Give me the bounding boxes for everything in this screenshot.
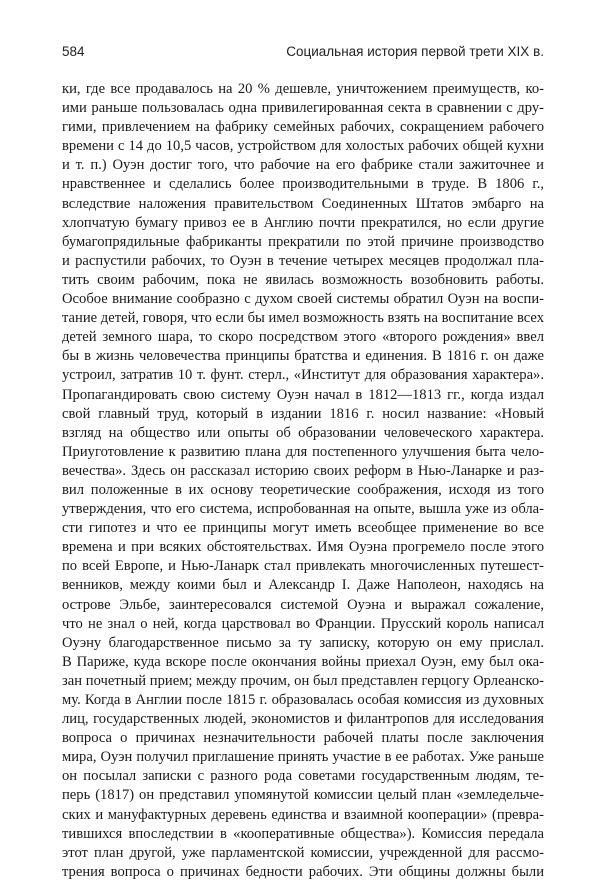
text-line: тить своим рабочим, пока не явилась возможность возобновить работы.	[62, 271, 544, 288]
text-line: сти гипотез и что ее принципы могут иметь всеобщее применение во все	[62, 520, 544, 537]
text-line: нравственнее и сделались более производительными в труде. В 1806 г.,	[62, 176, 544, 193]
text-line: этот план другой, уже парламентской комиссии, учрежденной для рассмо-	[62, 844, 544, 861]
text-line: ки, где все продавалось на 20 % дешевле, уничтожением преимуществ, ко-	[62, 81, 544, 97]
text-line: Оуэну благодарственное письмо за ту записку, которую он ему прислал.	[62, 634, 544, 651]
text-line: устроил, затратив 10 т. фунт. стерл., «Институт для образования характера».	[62, 367, 544, 384]
text-line: зан почетный прием; между прочим, он был представлен герцогу Орлеанско-	[62, 672, 544, 689]
text-line: что не знал о ней, когда царствовал во Франции. Прусский король написал	[62, 615, 544, 632]
text-line: перь (1817) он представил упомянутой комиссии целый план «земледельче-	[62, 787, 544, 804]
text-line: мира, Оуэн получил приглашение принять участие в ее работах. Уже раньше	[62, 749, 544, 766]
body-text	[62, 80, 544, 882]
text-line: и т. п.) Оуэн достиг того, что рабочие на его фабрике стали зажиточнее и	[62, 157, 544, 174]
text-line: гими, привлечением на фабрику семейных рабочих, сокращением рабочего	[62, 119, 544, 136]
text-line: венников, между коими был и Александр I. Даже Наполеон, находясь на	[62, 577, 544, 594]
text-line: лиц, государственных людей, экономистов и филантропов для исследования	[62, 711, 544, 728]
text-line: Приуготовление к развитию плана для постепенного улучшения быта чело-	[62, 443, 544, 460]
text-line: Пропагандировать свою систему Оуэн начал в 1812—1813 гг., когда издал	[62, 386, 544, 403]
text-line: взгляд на общество или опыты об образовании человеческого характера.	[62, 424, 544, 441]
text-line: В Париже, куда вскоре после окончания войны приехал Оуэн, ему был ока-	[62, 653, 544, 670]
text-line: острове Эльбе, заинтересовался системой Оуэна и выражал сожаление,	[62, 596, 544, 613]
page-number: 584	[62, 44, 85, 59]
text-line: бумагопрядильные фабриканты прекратили по этой причине производство	[62, 233, 544, 250]
text-line: вечества». Здесь он рассказал историю своих реформ в Нью-Ланарке и раз-	[62, 462, 544, 479]
page-header	[62, 44, 544, 64]
text-line: бы в жизнь человечества принципы братства и единения. В 1816 г. он даже	[62, 348, 544, 365]
text-line: и распустили рабочих, то Оуэн в течение четырех месяцев продолжал пла-	[62, 252, 544, 269]
text-line: хлопчатую бумагу привоз ее в Англию почти прекратился, но если другие	[62, 214, 544, 231]
text-line: тившихся впоследствии в «кооперативные общества»). Комиссия передала	[62, 825, 544, 842]
text-line: вил положенные в их основу теоретические соображения, исходя из того	[62, 481, 544, 498]
text-line: му. Когда в Англии после 1815 г. образовалась особая комиссия из духовных	[62, 692, 544, 708]
text-line: ских и мануфактурных деревень единства и взаимной кооперации» (превра-	[62, 806, 544, 823]
text-line: он посылал записки с разного рода советами государственным людям, те-	[62, 768, 544, 785]
text-line: вопроса о причинах незначительности рабочей платы после заключения	[62, 730, 544, 747]
text-line: утверждения, что его система, испробованная на опыте, вышла уже из обла-	[62, 501, 544, 518]
text-line: времени с 14 до 10,5 часов, устройством для холостых рабочих общей кухни	[62, 138, 544, 155]
text-line: времена и при всяких обстоятельствах. Имя Оуэна прогремело после этого	[62, 539, 544, 556]
text-line: трения вопроса о причинах бедности рабочих. Эти общины должны были	[62, 863, 544, 880]
running-title: Социальная история первой трети XIX в.	[286, 44, 544, 59]
text-line: свой главный труд, который в издании 1816 г. носил название: «Новый	[62, 405, 544, 422]
text-line: Особое внимание сообразно с духом своей системы обратил Оуэн на воспи-	[62, 291, 544, 308]
text-line: ими раньше пользовалась одна привилегированная секта в сравнении с дру-	[62, 100, 544, 117]
text-line: по всей Европе, и Нью-Ланарк стал привлекать многочисленных путешест-	[62, 558, 544, 575]
text-line: детей земного шара, то скоро посредством этого «второго рождения» ввел	[62, 329, 544, 346]
text-line: тание детей, говоря, что если бы имел возможность взять на воспитание всех	[62, 310, 544, 327]
text-line: вследствие наложения правительством Соединенных Штатов эмбарго на	[62, 195, 544, 212]
